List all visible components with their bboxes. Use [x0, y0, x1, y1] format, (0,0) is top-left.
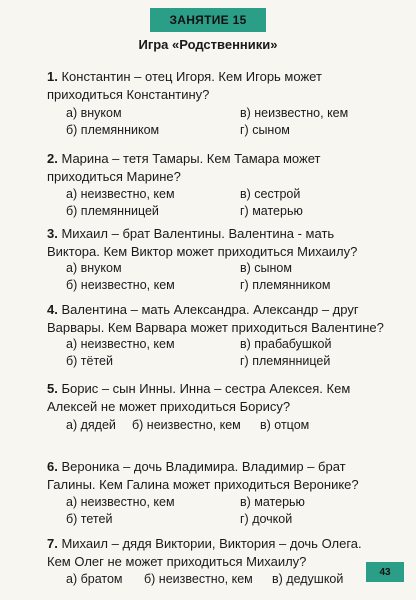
page-number: 43	[366, 562, 404, 582]
question-3	[47, 225, 387, 261]
question-number: 7.	[47, 536, 58, 551]
question-number: 5.	[47, 381, 58, 396]
question-5	[47, 380, 387, 416]
question-number: 6.	[47, 459, 58, 474]
question-text: Марина – тетя Тамары. Кем Тамара может приходиться Марине?	[47, 151, 321, 184]
option-b: б) тётей	[66, 354, 113, 368]
option-a: а) неизвестно, кем	[66, 187, 175, 201]
question-text: Константин – отец Игоря. Кем Игорь может приходиться Константину?	[47, 69, 322, 102]
option-b: б) неизвестно, кем	[132, 418, 241, 432]
option-a: а) неизвестно, кем	[66, 495, 175, 509]
option-v: в) прабабушкой	[240, 337, 332, 351]
question-2	[47, 150, 387, 186]
option-a: а) дядей	[66, 418, 116, 432]
option-v: в) отцом	[260, 418, 310, 432]
question-number: 3.	[47, 226, 58, 241]
question-number: 1.	[47, 69, 58, 84]
question-1	[47, 68, 387, 104]
question-text: Михаил – дядя Виктории, Виктория – дочь Олега. Кем Олег не может приходиться Михаилу?	[47, 536, 362, 569]
option-b: б) неизвестно, кем	[66, 278, 175, 292]
option-v: в) сестрой	[240, 187, 301, 201]
question-text: Вероника – дочь Владимира. Владимир – брат Галины. Кем Галина может приходиться Веронике?	[47, 459, 359, 492]
option-a: а) внуком	[66, 106, 122, 120]
game-title: Игра «Родственники»	[138, 37, 278, 52]
option-v: в) сыном	[240, 261, 292, 275]
question-number: 4.	[47, 302, 58, 317]
question-number: 2.	[47, 151, 58, 166]
question-7	[47, 535, 387, 571]
option-g: г) дочкой	[240, 512, 293, 526]
question-text: Борис – сын Инны. Инна – сестра Алексея. Кем Алексей не может приходиться Борису?	[47, 381, 351, 414]
option-b: б) тетей	[66, 512, 113, 526]
question-4	[47, 301, 387, 337]
option-g: г) племянником	[240, 278, 331, 292]
option-g: г) матерью	[240, 204, 303, 218]
option-v: в) матерью	[240, 495, 305, 509]
question-text: Михаил – брат Валентины. Валентина - мать Виктора. Кем Виктор может приходиться Михаилу?	[47, 226, 358, 259]
option-a: а) внуком	[66, 261, 122, 275]
option-b: б) племянницей	[66, 204, 159, 218]
question-6	[47, 458, 387, 494]
option-v: в) неизвестно, кем	[240, 106, 349, 120]
option-g: г) сыном	[240, 123, 290, 137]
option-v: в) дедушкой	[272, 572, 344, 586]
question-text: Валентина – мать Александра. Александр – друг Варвары. Кем Варвара может приходиться Валентине?	[47, 302, 384, 335]
option-b: б) племянником	[66, 123, 160, 137]
option-a: а) братом	[66, 572, 123, 586]
option-a: а) неизвестно, кем	[66, 337, 175, 351]
lesson-header: ЗАНЯТИЕ 15	[150, 8, 266, 32]
option-g: г) племянницей	[240, 354, 331, 368]
option-b: б) неизвестно, кем	[144, 572, 253, 586]
